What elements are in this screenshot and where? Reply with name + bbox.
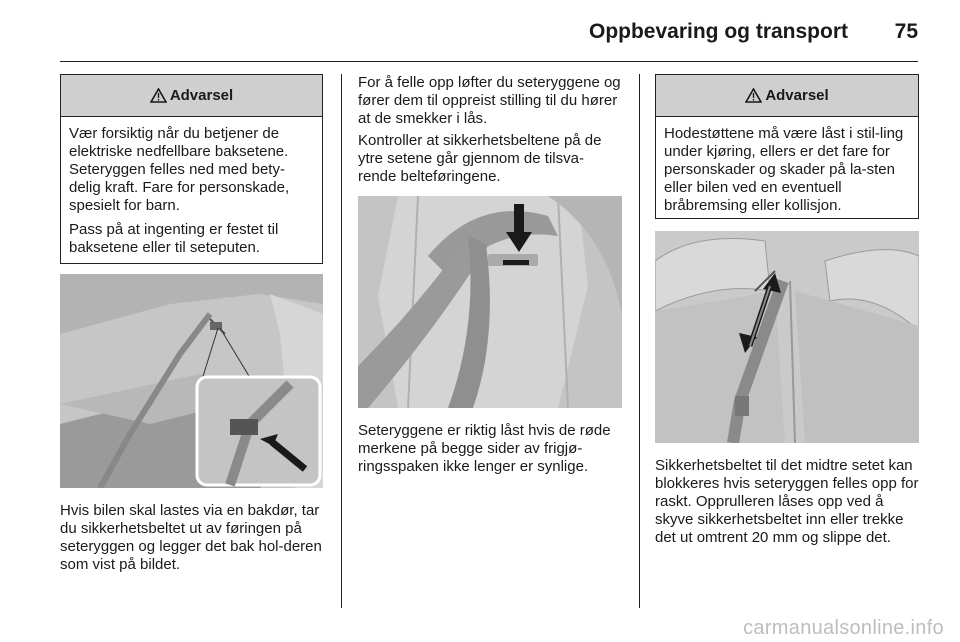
column-divider <box>639 74 640 608</box>
warning-box <box>60 74 323 264</box>
column-right <box>655 74 919 551</box>
warning-text: Vær forsiktig når du betjener de elektriske nedfellbare baksetene. Seteryggen felles ned med bety-delig kraft. Fare for personskade, spesielt for barn. <box>69 125 290 214</box>
figure-seat-latch <box>358 196 622 408</box>
page-title: Oppbevaring og transport <box>588 20 848 43</box>
warning-text: Pass på at ingenting er festet til baksetene eller til seteputen. <box>69 221 279 256</box>
figure-caption: Seteryggene er riktig låst hvis de røde merkene på begge sider av frigjø-ringsspaken ikke lenger er synlige. <box>358 422 611 475</box>
warning-title: Advarsel <box>169 86 234 104</box>
figure-illustration <box>655 231 919 443</box>
warning-box <box>655 74 919 219</box>
column-middle <box>358 74 622 480</box>
warning-body <box>656 117 918 223</box>
warning-title: Advarsel <box>765 86 829 104</box>
page-header <box>60 14 918 62</box>
warning-triangle-icon <box>150 88 167 103</box>
warning-triangle-icon <box>745 88 762 103</box>
body-text: For å felle opp løfter du seteryggene og fører dem til oppreist stilling til du hører at de smekker i lås. <box>358 74 621 127</box>
body-text: Sikkerhetsbeltet til det midtre setet kan blokkeres hvis seteryggen felles opp for raskt. Opprulleren låses opp ved å skyve sikkerhetsbeltet inn eller trekke det ut omtrent 20 mm og slippe det. <box>655 457 919 546</box>
page-number: 75 <box>894 20 918 43</box>
warning-header <box>656 75 918 117</box>
figure-seatbelt-holder <box>60 274 323 488</box>
watermark: carmanualsonline.info <box>743 617 944 639</box>
body-text: Kontroller at sikkerhetsbeltene på de ytre setene går gjennom de tilsva-rende belteføringene. <box>358 132 602 185</box>
warning-text: Hodestøttene må være låst i stil-ling under kjøring, ellers er det fare for personskader og skader på la-sten eller bilen ved en eventuell bråbremsing eller kollisjon. <box>664 125 904 214</box>
warning-body <box>61 117 322 265</box>
body-text: Hvis bilen skal lastes via en bakdør, tar du sikkerhetsbeltet ut av føringen på seteryggen og legger det bak hol-deren som vist på bildet. <box>60 502 322 573</box>
figure-center-belt <box>655 231 919 443</box>
figure-illustration <box>60 274 323 488</box>
column-divider <box>341 74 342 608</box>
warning-header <box>61 75 322 117</box>
figure-illustration <box>358 196 622 408</box>
column-left <box>60 74 323 578</box>
